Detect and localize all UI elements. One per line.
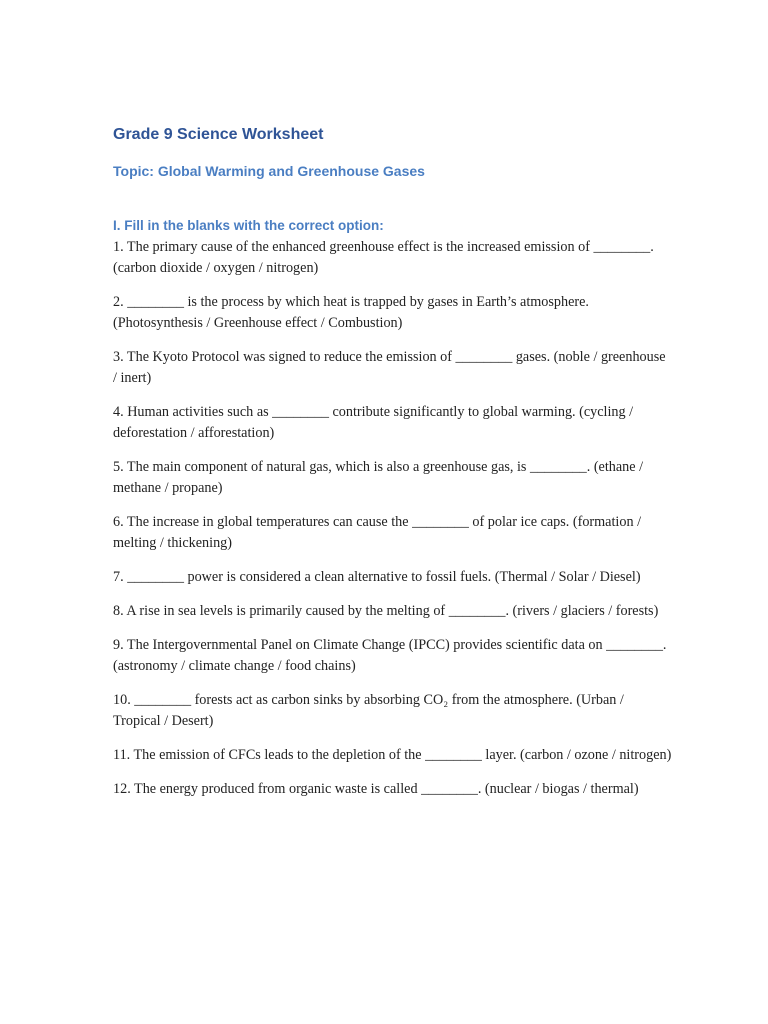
section-heading: I. Fill in the blanks with the correct option: — [113, 218, 384, 233]
question-10: 10. ________ forests act as carbon sinks by absorbing CO₂ from the atmosphere. (Urban / Tropical / Desert) — [113, 692, 624, 729]
worksheet-content — [113, 124, 673, 800]
worksheet-title: Grade 9 Science Worksheet — [113, 126, 324, 143]
question-12: 12. The energy produced from organic waste is called ________. (nuclear / biogas / thermal) — [113, 781, 639, 797]
question-5: 5. The main component of natural gas, which is also a greenhouse gas, is ________. (ethane / methane / propane) — [113, 459, 644, 496]
question-6: 6. The increase in global temperatures can cause the ________ of polar ice caps. (formation / melting / thickening) — [113, 514, 642, 551]
question-4: 4. Human activities such as ________ contribute significantly to global warming. (cycling / deforestation / afforestation) — [113, 404, 634, 441]
question-11: 11. The emission of CFCs leads to the depletion of the ________ layer. (carbon / ozone / nitrogen) — [113, 747, 672, 763]
question-2: 2. ________ is the process by which heat is trapped by gases in Earth’s atmosphere. (Photosynthesis / Greenhouse effect / Combustion) — [113, 294, 589, 331]
question-8: 8. A rise in sea levels is primarily caused by the melting of ________. (rivers / glaciers / forests) — [113, 603, 659, 619]
question-7: 7. ________ power is considered a clean alternative to fossil fuels. (Thermal / Solar / Diesel) — [113, 569, 641, 585]
question-1: 1. The primary cause of the enhanced greenhouse effect is the increased emission of ________. (carbon dioxide / oxygen / nitrogen) — [113, 239, 654, 276]
worksheet-topic: Topic: Global Warming and Greenhouse Gases — [113, 163, 425, 179]
question-9: 9. The Intergovernmental Panel on Climate Change (IPCC) provides scientific data on ________. (astronomy / climate change / food chains) — [113, 637, 667, 674]
question-3: 3. The Kyoto Protocol was signed to reduce the emission of ________ gases. (noble / greenhouse / inert) — [113, 349, 666, 386]
question-list — [113, 237, 673, 800]
